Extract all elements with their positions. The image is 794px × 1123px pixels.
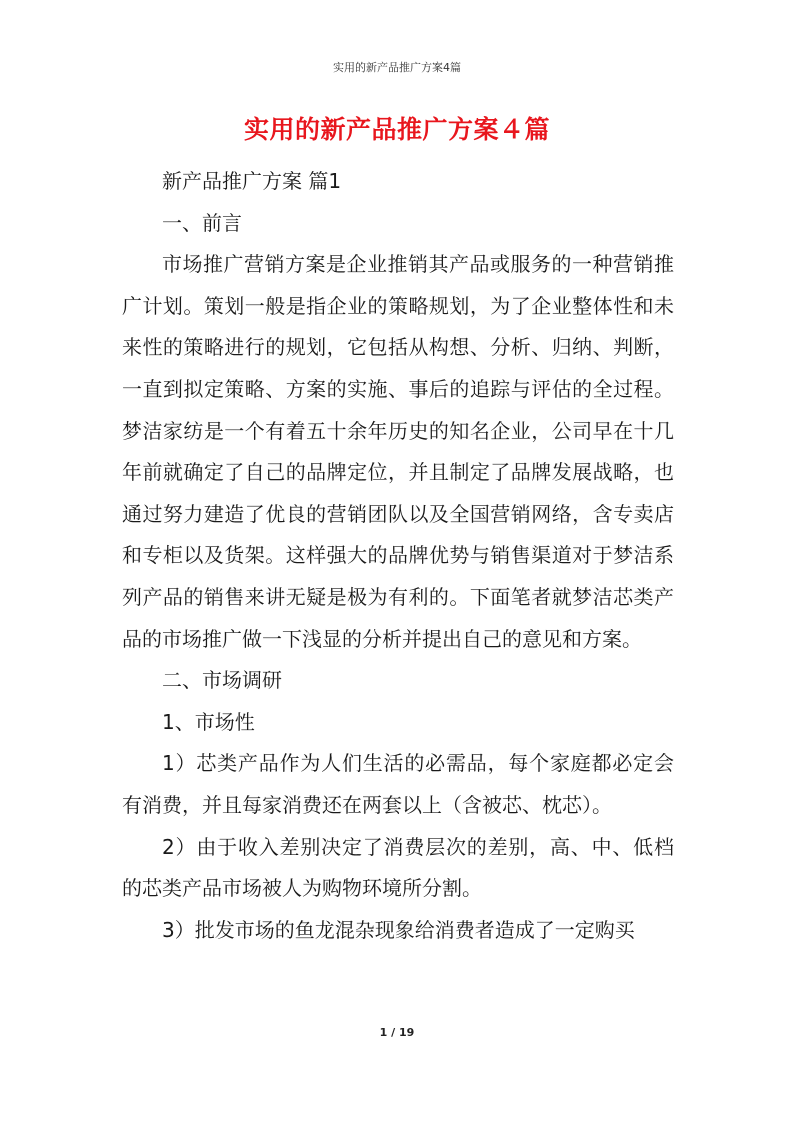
subsection-heading: 二、市场调研	[162, 668, 282, 693]
body-paragraph: 市场推广营销方案是企业推销其产品或服务的一种营销推广计划。策划一般是指企业的策略规划，为了企业整体性和未来性的策略进行的规划，它包括从构想、分析、归纳、判断，一直到拟定策略、方案的实施、事后的追踪与评估的全过程。梦洁家纺是一个有着五十余年历史的知名企业，公司早在十几年前就确定了自己的品牌定位，并且制定了品牌发展战略，也通过努力建造了优良的营销团队以及全国营销网络，含专卖店和专柜以及货架。这样强大的品牌优势与销售渠道对于梦洁系列产品的销售来讲无疑是极为有利的。下面笔者就梦洁芯类产品的市场推广做一下浅显的分析并提出自己的意见和方案。	[122, 252, 674, 651]
document-body	[122, 161, 674, 951]
page-number: 1 / 19	[379, 1026, 415, 1039]
body-paragraph: 2）由于收入差别决定了消费层次的差别，高、中、低档的芯类产品市场被人为购物环境所分割。	[122, 834, 674, 901]
body-paragraph: 1）芯类产品作为人们生活的必需品，每个家庭都必定会有消费，并且每家消费还在两套以上（含被芯、枕芯）。	[122, 751, 674, 817]
body-paragraph: 3）批发市场的鱼龙混杂现象给消费者造成了一定购买	[162, 917, 635, 942]
section-heading: 新产品推广方案 篇1	[162, 169, 342, 193]
subsection-heading: 一、前言	[162, 210, 242, 235]
document-title: 实用的新产品推广方案４篇	[243, 115, 550, 144]
item-heading: 1、市场性	[162, 709, 255, 734]
running-header: 实用的新产品推广方案4篇	[333, 61, 461, 74]
